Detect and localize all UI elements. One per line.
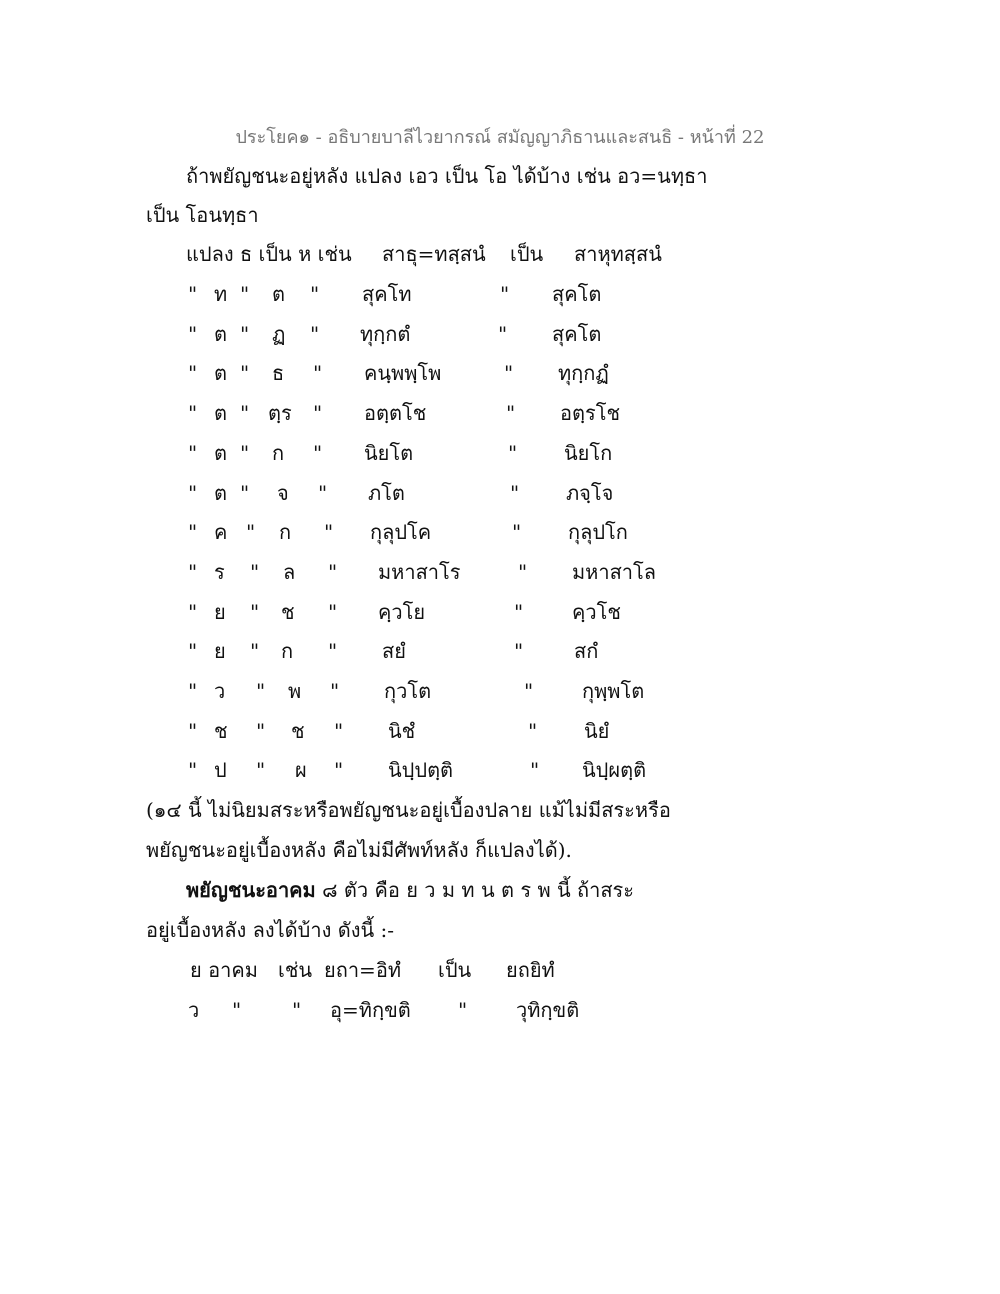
table-cell-w2: สุคโต [552, 321, 602, 346]
example-2-such-as: " [292, 998, 302, 1022]
page-header: ประโยค๑ - อธิบายบาลีไวยากรณ์ สมัญญาภิธานและสนธิ - หน้าที่ 22 [235, 127, 765, 148]
table-cell-q4: " [508, 440, 518, 465]
table-cell-w2: กุลุปโก [568, 520, 628, 545]
table-cell-w1: นิชํ [388, 718, 416, 743]
table-cell-b: ก [272, 440, 285, 465]
table-cell-w1: นิยโต [364, 440, 414, 465]
table-cell-q4: " [524, 679, 534, 703]
table-cell-w1: คฺวโย [378, 599, 426, 624]
table-cell-q3: " [328, 559, 338, 584]
table-cell-w2: นิยโก [564, 440, 613, 465]
table-cell-a: ร [214, 559, 225, 584]
table-cell-q4: " [500, 282, 510, 306]
example-1-agama: ย อาคม [190, 958, 258, 982]
table-cell-q4: " [528, 718, 538, 743]
table-cell-w1: ภโต [368, 480, 405, 505]
table-cell-a: ต [214, 361, 227, 386]
table-cell-q1: " [188, 361, 198, 386]
example-1-word: ยถา=อิทํ [324, 958, 402, 982]
table-cell-q4: " [510, 480, 520, 505]
agama-text: ๘ ตัว คือ ย ว ม ท น ต ร พ นี้ ถ้าสระ [315, 878, 635, 902]
table-cell-q4: " [518, 559, 528, 584]
table-cell-q4: " [512, 520, 522, 545]
table-cell-a: ป [214, 758, 227, 783]
table-cell-q1: " [188, 321, 198, 346]
table-cell-q2: " [250, 639, 260, 664]
table-cell-b: พ [288, 679, 302, 703]
table-cell-b: ฏ [272, 321, 286, 346]
table-cell-w2: กุพฺพโต [582, 679, 645, 703]
table-cell-w1: ทุกฺกตํ [360, 321, 411, 346]
example-2-result: วุทิกฺขติ [516, 998, 580, 1022]
table-cell-q4: " [498, 321, 508, 346]
first-row-result: สาหุทสฺสนํ [574, 242, 662, 266]
table-cell-w2: ทุกฺกฏํ [558, 361, 609, 386]
table-cell-q3: " [310, 282, 320, 306]
table-cell-q3: " [313, 440, 323, 465]
table-cell-b: ก [279, 520, 292, 545]
example-1-result: ยถยิทํ [506, 958, 555, 982]
table-cell-b: ช [291, 718, 305, 743]
table-cell-b: จ [277, 480, 289, 505]
table-cell-q4: " [530, 758, 540, 783]
table-cell-a: ย [214, 639, 226, 664]
table-cell-w1: มหาสาโร [378, 559, 461, 584]
table-cell-q3: " [334, 718, 344, 743]
table-cell-b: ตฺร [268, 401, 292, 426]
table-cell-q4: " [514, 639, 524, 664]
table-cell-q2: " [240, 440, 250, 465]
table-cell-q2: " [256, 718, 266, 743]
table-cell-w1: กุลุปโค [370, 520, 432, 545]
table-cell-q4: " [504, 361, 514, 386]
example-1-such-as: เช่น [278, 958, 313, 982]
first-row-becomes: เป็น [510, 242, 544, 266]
table-cell-q1: " [188, 559, 198, 584]
table-cell-q3: " [328, 599, 338, 624]
table-cell-q3: " [310, 321, 320, 346]
table-cell-q1: " [188, 718, 198, 743]
table-cell-a: ย [214, 599, 226, 624]
table-cell-q3: " [324, 520, 334, 545]
table-cell-w2: มหาสาโล [572, 559, 657, 584]
table-cell-q1: " [188, 758, 198, 783]
agama-line-1 [186, 876, 634, 904]
table-cell-w1: อตฺตโช [364, 401, 427, 426]
table-cell-q1: " [188, 679, 198, 703]
table-cell-q2: " [240, 282, 250, 306]
agama-line-2: อยู่เบื้องหลัง ลงได้บ้าง ดังนี้ :- [146, 918, 394, 942]
table-cell-q3: " [328, 639, 338, 664]
table-cell-w1: สุคโท [362, 282, 412, 306]
note-line-1: (๑๔ นี้ ไม่นิยมสระหรือพยัญชนะอยู่เบื้องปลาย แม้ไม่มีสระหรือ [146, 798, 671, 822]
table-cell-w1: กุวโต [384, 679, 432, 703]
table-cell-w2: สุคโต [552, 282, 602, 306]
table-cell-w2: คฺวโช [572, 599, 621, 624]
table-cell-q2: " [240, 321, 250, 346]
table-cell-w2: นิยํ [584, 718, 610, 743]
table-cell-q1: " [188, 282, 198, 306]
table-cell-q3: " [318, 480, 328, 505]
table-cell-a: ช [214, 718, 228, 743]
agama-heading: พยัญชนะอาคม [186, 878, 316, 902]
table-cell-q2: " [240, 401, 250, 426]
table-cell-q2: " [250, 599, 260, 624]
example-2-ditto: " [232, 998, 242, 1022]
table-cell-q1: " [188, 599, 198, 624]
table-cell-q2: " [256, 758, 266, 783]
table-cell-b: ธ [272, 361, 285, 386]
table-cell-q1: " [188, 480, 198, 505]
table-cell-q3: " [334, 758, 344, 783]
table-cell-w1: คนฺพพฺโพ [364, 361, 442, 386]
first-row-word: สาธุ=ทสฺสนํ [382, 242, 486, 266]
example-2-becomes: " [458, 998, 468, 1022]
table-cell-b: ช [281, 599, 295, 624]
table-cell-b: ผ [295, 758, 307, 783]
table-cell-q4: " [514, 599, 524, 624]
table-cell-a: ต [214, 401, 227, 426]
table-cell-q2: " [240, 361, 250, 386]
table-cell-q3: " [313, 361, 323, 386]
table-cell-a: ท [214, 282, 228, 306]
table-cell-q1: " [188, 520, 198, 545]
table-cell-a: ต [214, 440, 227, 465]
example-2-agama: ว [188, 998, 200, 1022]
table-cell-b: ก [281, 639, 294, 664]
table-cell-a: ค [214, 520, 228, 545]
first-row-rule: แปลง ธ เป็น ห เช่น [186, 242, 352, 266]
table-cell-q3: " [313, 401, 323, 426]
table-cell-a: ต [214, 480, 227, 505]
note-line-2: พยัญชนะอยู่เบื้องหลัง คือไม่มีศัพท์หลัง ก็แปลงได้). [146, 838, 572, 862]
table-cell-a: ต [214, 321, 227, 346]
table-cell-b: ต [272, 282, 285, 306]
example-2-word: อุ=ทิกฺขติ [330, 998, 411, 1022]
table-cell-w2: อตฺรโช [560, 401, 621, 426]
table-cell-q2: " [246, 520, 256, 545]
table-cell-q2: " [240, 480, 250, 505]
table-cell-w1: นิปฺปตฺติ [388, 758, 454, 783]
table-cell-q2: " [250, 559, 260, 584]
table-cell-w2: ภจฺโจ [566, 480, 614, 505]
table-cell-w1: สยํ [382, 639, 406, 664]
table-cell-q1: " [188, 401, 198, 426]
table-cell-w2: สกํ [574, 639, 599, 664]
table-cell-q4: " [506, 401, 516, 426]
table-cell-q1: " [188, 440, 198, 465]
table-cell-b: ล [283, 559, 296, 584]
table-cell-q2: " [256, 679, 266, 703]
example-1-becomes: เป็น [438, 958, 472, 982]
table-cell-q3: " [330, 679, 340, 703]
table-cell-q1: " [188, 639, 198, 664]
table-cell-a: ว [214, 679, 226, 703]
intro-line-1: ถ้าพยัญชนะอยู่หลัง แปลง เอว เป็น โอ ได้บ้าง เช่น อว=นทฺธา [186, 164, 708, 188]
table-cell-w2: นิปฺผตฺติ [582, 758, 647, 783]
intro-line-2: เป็น โอนทฺธา [146, 203, 259, 227]
